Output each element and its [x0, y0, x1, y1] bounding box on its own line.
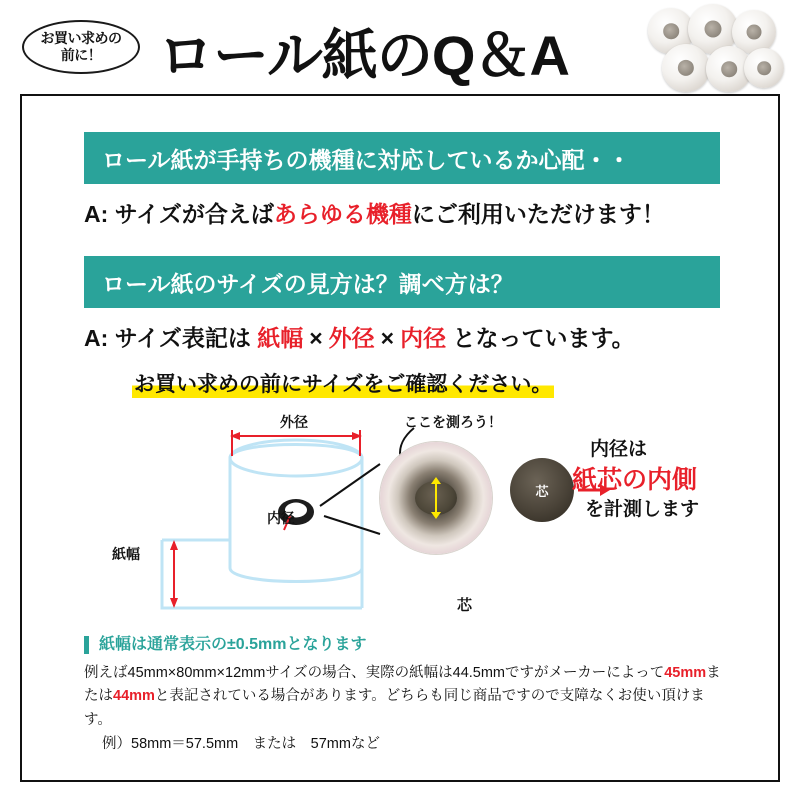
badge-line-1: お買い求めの — [40, 29, 122, 46]
answer-2-term-inner: 内径 — [400, 325, 447, 351]
measure-arrow-icon — [435, 483, 437, 513]
roll-icon — [662, 44, 710, 92]
footnote-part-5: と表記されている場合があります。どちらも同じ商品ですので支障なくお使い頂けます。 — [84, 688, 705, 728]
answer-1-suffix: にご利用いただけます！ — [411, 201, 665, 227]
page-header — [0, 0, 800, 92]
right-note-line-2: 紙芯の内側 — [572, 466, 698, 494]
answer-2-sep-2: × — [380, 325, 395, 351]
label-measure-here: ここを測ろう！ — [404, 414, 502, 430]
right-note-line-3: を計測します — [585, 499, 700, 520]
confirm-notice: お買い求めの前にサイズをご確認ください。 — [132, 368, 554, 398]
content-frame — [20, 94, 780, 782]
core-icon: 芯 — [510, 458, 574, 522]
label-inner-diameter: 内径 — [267, 510, 295, 526]
footnote-value-45mm: 45mm — [664, 665, 707, 681]
badge-line-2: 前に！ — [60, 47, 102, 63]
right-note-line-1: 内径は — [590, 439, 648, 460]
footnote-title: 紙幅は通常表示の±0.5mmとなります — [84, 636, 366, 654]
answer-1-prefix: A: サイズが合えば — [84, 201, 274, 227]
footnote-block — [84, 636, 724, 754]
answer-2-term-width: 紙幅 — [257, 325, 304, 351]
footnote-example: 例）58mm＝57.5mm または 57mmなど — [102, 736, 380, 752]
label-outer-diameter: 外径 — [280, 414, 308, 430]
paper-rolls-photo-icon — [646, 4, 786, 90]
size-diagram — [62, 412, 752, 624]
footnote-value-44mm: 44mm — [113, 688, 155, 705]
answer-2-term-outer: 外径 — [328, 325, 375, 351]
footnote-part-1: 例えば45mm×80mm×12mmサイズの場合、実際の紙幅は44.5mmですがメーカーによって — [84, 665, 665, 681]
footnote-part-3: または — [84, 665, 721, 705]
roll-icon — [744, 48, 784, 88]
question-bar-1: ロール紙が手持ちの機種に対応しているか心配・・ — [84, 132, 720, 184]
label-paper-width: 紙幅 — [112, 546, 140, 562]
answer-2-prefix: A: サイズ表記は — [84, 325, 258, 351]
answer-1 — [84, 196, 665, 229]
before-purchase-badge — [22, 20, 140, 74]
question-bar-2: ロール紙のサイズの見方は？調べ方は？ — [84, 256, 720, 308]
answer-2-sep-1: × — [309, 325, 323, 351]
label-core: 芯 — [457, 597, 473, 614]
page-title: ロール紙のQ＆A — [158, 24, 569, 87]
answer-2 — [84, 320, 635, 353]
answer-2-suffix: となっています。 — [446, 325, 635, 351]
footnote-body — [84, 662, 724, 732]
answer-1-highlight: あらゆる機種 — [273, 201, 412, 227]
core-closeup-photo — [380, 442, 492, 554]
